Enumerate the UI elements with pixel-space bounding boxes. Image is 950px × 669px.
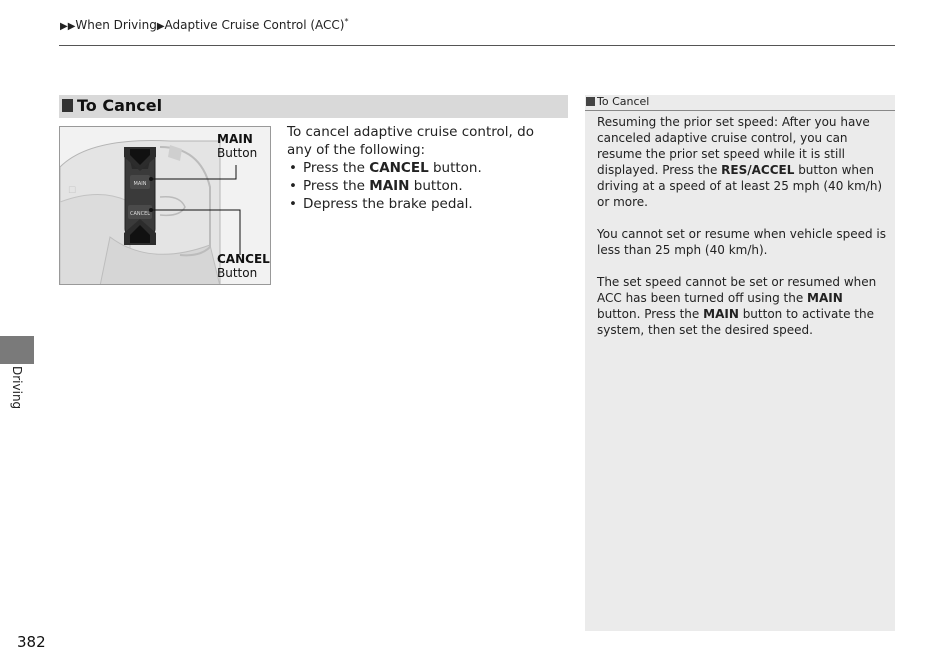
breadcrumb-section[interactable]: When Driving <box>75 18 157 32</box>
sidebar-header <box>585 95 895 111</box>
page-number: 382 <box>17 633 46 651</box>
section-header <box>59 95 568 118</box>
cancel-button-callout <box>217 252 270 280</box>
svg-text:☐: ☐ <box>68 186 77 196</box>
cancel-button-text: CANCEL <box>129 211 151 217</box>
text: button. Press the <box>597 307 704 321</box>
breadcrumb-topic[interactable]: Adaptive Cruise Control (ACC) <box>164 18 345 32</box>
chapter-tab-label: Driving <box>10 366 24 410</box>
cancel-methods-list <box>287 159 562 213</box>
sidebar-paragraph-resume <box>597 114 887 210</box>
sidebar-paragraph-main <box>597 274 887 338</box>
main-label: MAIN <box>807 291 843 305</box>
text: The set speed cannot be set or resumed when ACC has been turned off using the <box>597 275 877 305</box>
reference-icon <box>586 97 595 106</box>
breadcrumb-arrows-icon: ▶▶ <box>60 21 76 32</box>
list-item-text: button. <box>409 178 463 194</box>
breadcrumb-separator-icon: ▶ <box>156 21 165 32</box>
bullet-icon: • <box>289 160 297 176</box>
chapter-tab[interactable] <box>0 336 34 364</box>
breadcrumb <box>60 17 348 32</box>
list-item <box>287 195 562 213</box>
cancel-callout-text: Button <box>217 266 258 280</box>
text: button when driving at a speed of at least 25 mph (40 km/h) or more. <box>597 163 883 209</box>
body-text <box>287 123 562 213</box>
text: Resuming the prior set speed: After you have canceled adaptive cruise control, you can resume the prior set speed while it is still displayed. Press the <box>597 115 870 177</box>
header-divider <box>59 45 895 46</box>
list-item-text: button. <box>428 160 482 176</box>
sidebar-note <box>585 95 895 631</box>
list-item <box>287 177 562 195</box>
list-item-bold: MAIN <box>369 178 410 194</box>
sidebar-body <box>597 114 887 354</box>
bullet-icon: • <box>289 178 297 194</box>
main-callout-text: Button <box>217 146 258 160</box>
intro-paragraph: To cancel adaptive cruise control, do any of the following: <box>287 124 534 158</box>
res-accel-label: RES/ACCEL <box>721 163 795 177</box>
cancel-callout-bold: CANCEL <box>217 252 270 266</box>
main-button-text: MAIN <box>133 181 147 187</box>
main-label: MAIN <box>703 307 739 321</box>
sidebar-paragraph-speed: You cannot set or resume when vehicle speed is less than 25 mph (40 km/h). <box>597 227 886 257</box>
list-item-text: Depress the brake pedal. <box>303 196 473 212</box>
main-button-callout <box>217 132 257 160</box>
section-title: To Cancel <box>77 96 163 115</box>
main-callout-bold: MAIN <box>217 132 253 146</box>
steering-wheel-figure <box>59 126 271 285</box>
list-item-bold: CANCEL <box>369 160 429 176</box>
sidebar-title: To Cancel <box>597 95 650 108</box>
list-item <box>287 159 562 177</box>
breadcrumb-star: * <box>344 17 349 26</box>
section-square-icon <box>62 99 73 112</box>
text: button to activate the system, then set the desired speed. <box>597 307 874 337</box>
list-item-text: Press the <box>303 160 370 176</box>
bullet-icon: • <box>289 196 297 212</box>
list-item-text: Press the <box>303 178 370 194</box>
